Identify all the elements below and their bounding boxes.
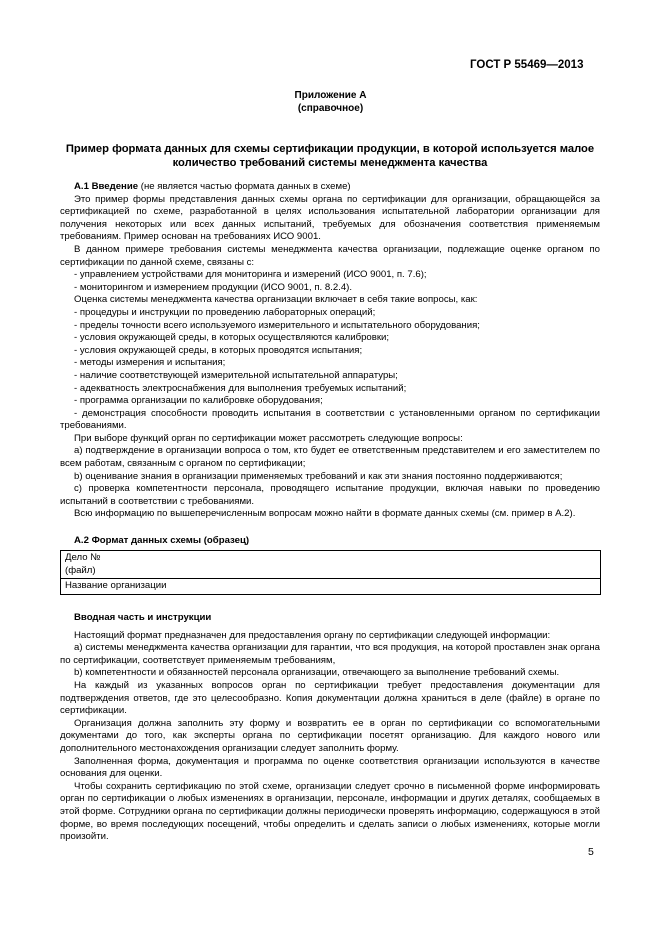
case-number-cell[interactable] xyxy=(61,551,601,579)
appendix-title: Приложение А xyxy=(294,90,367,101)
intro-section xyxy=(60,612,600,844)
table-row xyxy=(61,579,601,595)
paragraph: - демонстрация способности проводить испытания в соответствии с установленными органом по сертификации требованиями. xyxy=(60,407,600,432)
paragraph: - условия окружающей среды, в которых проводятся испытания; xyxy=(74,344,363,356)
paragraph: При выборе функций орган по сертификации может рассмотреть следующие вопросы: xyxy=(74,432,463,444)
paragraph: Чтобы сохранить сертификацию по этой схеме, организации следует срочно в письменной форме информировать орган по сертификации о любых изменениях в организации, персонале, информации и других деталях, сообщаемых в этой форме. Сотрудники органа по сертификации должны периодически проверять информацию, содержащуюся в этой форме, во время последующих посещений, чтобы определить и сделать записи о любых изменениях, которые могли произойти. xyxy=(60,780,600,843)
paragraph: В данном примере требования системы менеджмента качества организации, подлежащие оценке органом по сертификации по данной схеме, связаны с: xyxy=(60,243,600,268)
form-table xyxy=(60,550,601,595)
paragraph: Организация должна заполнить эту форму и возвратить ее в орган по сертификации со вспомогательными документами до того, как эксперты органа по сертификации посетят организацию. Для каждого нового или дополнительного местонахождения организации следует заполнить форму. xyxy=(60,717,600,754)
page-number: 5 xyxy=(588,846,594,858)
paragraph: - программа организации по калибровке оборудования; xyxy=(74,395,323,407)
paragraph: Это пример формы представления данных схемы органа по сертификации для организации, обращающейся за сертификацией по схеме, разработанной в целях использования испытательной лаборатории организации для получения некоторых или всех данных испытаний, требуемых для обозначения соответствия применяемым требованиям. Пример основан на требованиях ИСО 9001. xyxy=(60,193,600,243)
document-number: ГОСТ Р 55469—2013 xyxy=(470,59,584,71)
paragraph: - пределы точности всего используемого измерительного и испытательного оборудования; xyxy=(74,319,480,331)
section-a2-heading: А.2 Формат данных схемы (образец) xyxy=(74,535,250,546)
section-a1-heading-line xyxy=(60,181,600,194)
organization-name-cell[interactable] xyxy=(61,579,601,595)
paragraph: - управлением устройствами для мониторинга и измерений (ИСО 9001, п. 7.6); xyxy=(74,269,427,281)
appendix-subtitle: (справочное) xyxy=(297,103,364,114)
table-row xyxy=(61,551,601,579)
paragraph: Всю информацию по вышеперечисленным вопросам можно найти в формате данных схемы (см. пример в А.2). xyxy=(74,508,576,520)
paragraph: - наличие соответствующей измерительной испытательной аппаратуры; xyxy=(74,369,398,381)
section-a2 xyxy=(60,535,600,548)
paragraph: а) системы менеджмента качества организации для гарантии, что вся продукция, на которой проставлен знак органа по сертификации, соответствует применяемым требованиям, xyxy=(60,642,600,666)
paragraph: b) оценивание знания в организации применяемых требований и как эти знания постоянно поддерживаются; xyxy=(74,470,563,482)
section-a1 xyxy=(60,181,600,521)
paragraph: Настоящий формат предназначен для предоставления органу по сертификации следующей информации: xyxy=(74,629,551,641)
paragraph: На каждый из указанных вопросов орган по сертификации требует предоставления документации для подтверждения ответов, где это целесообразно. Копия документации должна храниться в деле (файле) в органе по сертификации. xyxy=(60,679,600,717)
case-file-label: (файл) xyxy=(65,564,96,576)
paragraph: Оценка системы менеджмента качества организации включает в себя такие вопросы, как: xyxy=(74,294,478,306)
paragraph: а) подтверждение в организации вопроса о том, кто будет ее ответственным представителем и его заместителем по всем работам, связанным с органом по сертификации; xyxy=(60,445,600,470)
case-number-label: Дело № xyxy=(65,552,101,563)
section-a1-body xyxy=(60,194,600,521)
organization-name-label: Название организации xyxy=(65,580,167,592)
paragraph: - условия окружающей среды, в которых осуществляются калибровки; xyxy=(74,332,390,344)
paragraph: Заполненная форма, документация и программа по оценке соответствия организации используются в качестве основания для оценки. xyxy=(60,755,600,780)
paragraph: - мониторингом и измерением продукции (ИСО 9001, п. 8.2.4). xyxy=(74,281,353,293)
paragraph: - методы измерения и испытания; xyxy=(74,357,226,369)
section-a1-heading: А.1 Введение xyxy=(74,181,139,192)
intro-heading: Вводная часть и инструкции xyxy=(74,612,212,623)
paragraph: c) проверка компетентности персонала, проводящего испытание продукции, включая навыки по проведению испытаний в соответствии с требованиями. xyxy=(60,483,600,507)
paragraph: - процедуры и инструкции по проведению лабораторных операций; xyxy=(74,306,376,318)
intro-body xyxy=(60,630,600,844)
paragraph: b) компетентности и обязанностей персонала организации, отвечающего за выполнение требований схемы. xyxy=(74,667,560,679)
paragraph: - адекватность электроснабжения для выполнения требуемых испытаний; xyxy=(74,382,407,394)
section-a1-heading-note: (не является частью формата данных в схеме) xyxy=(138,181,351,192)
main-title: Пример формата данных для схемы сертификации продукции, в которой используется малое количество требований системы менеджмента качества xyxy=(65,143,595,169)
